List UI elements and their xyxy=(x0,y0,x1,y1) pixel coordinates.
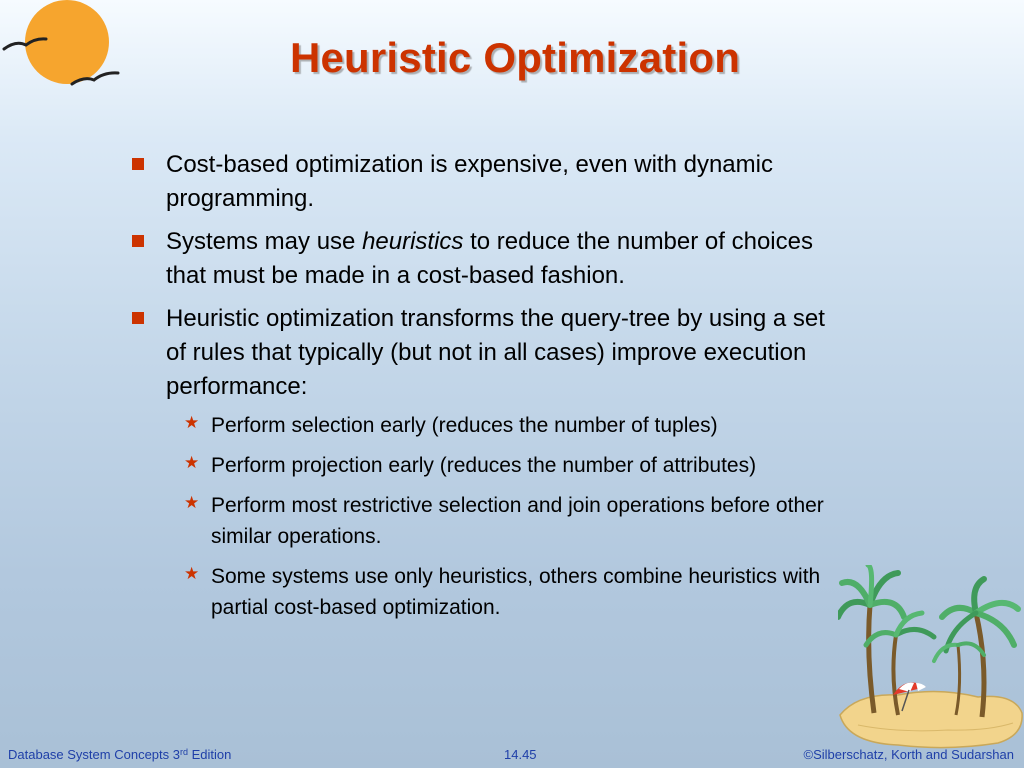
bullet-text-post: to reduce the number of choices that must be made in a cost-based fashion. xyxy=(166,228,813,289)
bullet-text-emphasis: heuristics xyxy=(362,228,464,255)
sub-bullet-item xyxy=(166,490,850,552)
footer-book-title-main: Database System Concepts 3 xyxy=(8,747,180,762)
footer-book-title-sup: rd xyxy=(179,747,188,757)
star-bullet-icon: ★ xyxy=(184,564,200,583)
sub-bullet-list xyxy=(166,410,850,623)
sub-bullet-item xyxy=(166,410,850,441)
palm-island-icon xyxy=(838,565,1024,750)
sub-bullet-text: Perform most restrictive selection and join operations before other similar operations. xyxy=(211,494,824,548)
star-bullet-icon: ★ xyxy=(184,413,200,432)
slide-content xyxy=(130,148,850,632)
square-bullet-icon xyxy=(132,312,144,324)
bullet-item xyxy=(130,148,850,216)
sub-bullet-text: Perform selection early (reduces the number of tuples) xyxy=(211,414,718,437)
bullet-text: Heuristic optimization transforms the query-tree by using a set of rules that typically (but not in all cases) improve execution performance: xyxy=(166,305,825,400)
bullet-list xyxy=(130,148,850,623)
footer-page-number: 14.45 xyxy=(504,747,537,762)
footer-book-title xyxy=(8,747,231,763)
bullet-item xyxy=(130,225,850,293)
footer-book-title-end: Edition xyxy=(188,747,232,762)
square-bullet-icon xyxy=(132,158,144,170)
bullet-item xyxy=(130,302,850,623)
star-bullet-icon: ★ xyxy=(184,493,200,512)
sub-bullet-item xyxy=(166,450,850,481)
sub-bullet-text: Perform projection early (reduces the number of attributes) xyxy=(211,454,757,477)
square-bullet-icon xyxy=(132,235,144,247)
footer-copyright: ©Silberschatz, Korth and Sudarshan xyxy=(803,747,1014,762)
sub-bullet-item xyxy=(166,561,850,623)
slide-title: Heuristic Optimization xyxy=(289,34,741,81)
star-bullet-icon: ★ xyxy=(184,453,200,472)
sub-bullet-text: Some systems use only heuristics, others combine heuristics with partial cost-based optimization. xyxy=(211,565,821,619)
bullet-text-pre: Systems may use xyxy=(166,228,363,255)
bullet-text: Cost-based optimization is expensive, even with dynamic programming. xyxy=(166,151,773,212)
